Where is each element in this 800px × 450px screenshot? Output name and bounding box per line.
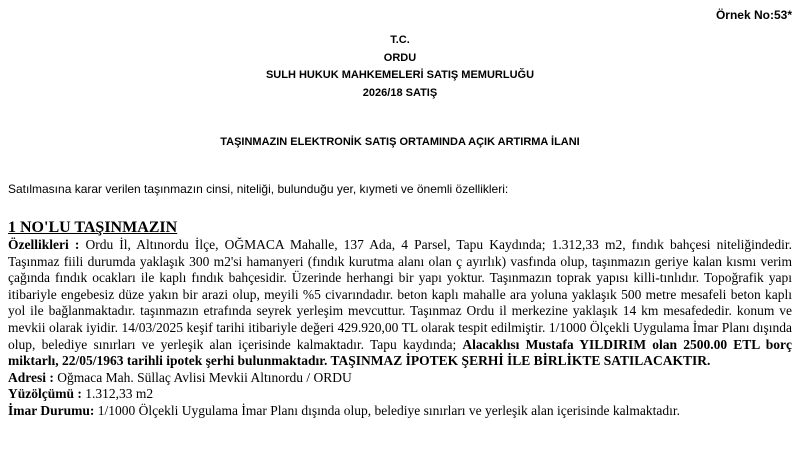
area-label: Yüzölçümü : [8,386,82,402]
features-text: Ordu İl, Altınordu İlçe, OĞMACA Mahalle, 137 Ada, 4 Parsel, Tapu Kaydında; 1.312,33 m2, fındık bahçesi niteliğindedir. Taşınmaz fiili durumda yaklaşık 300 m2'si hamanyeri (fındık kurutma alanı olan ç ayırlık) vasfında olup, taşınmazın geriye kalan kısmı verim çağında fındık ocakları ile kaplı fındık bahçesidir. Üzerinde herhangi bir yapı yoktur. Taşınmazın toprak yapısı killi-tınlıdır. Topoğrafik yapı itibariyle engebesiz düze yakın bir arazi olup, meyili %5 civarındadır. beton kaplı mahalle ara yoluna yaklaşık 500 metre mesafeli beton kaplı yol ile bağlanmaktadır. taşınmazın etrafında seyrek yerleşim mevcuttur. Taşınmaz Ordu il merkezine yaklaşık 14 km mesafededir. konum ve mevkii olarak iyidir. 14/03/2025 keşif tarihi itibariyle değeri 429.920,00 TL olarak tespit edilmiştir. 1/1000 Ölçekli Uygulama İmar Planı dışında olup, belediye sınırları ve yerleşik alan içerisinde kalmaktadır. Tapu kaydında; [8,237,792,352]
document-header [0,32,800,102]
header-country: T.C. [390,34,410,46]
features-label: Özellikleri : [8,237,80,252]
property-heading: 1 NO'LU TAŞINMAZIN [8,219,178,236]
address-label: Adresi : [8,369,54,385]
zoning-value: 1/1000 Ölçekli Uygulama İmar Planı dışında olup, belediye sınırları ve yerleşik alan içerisinde kalmaktadır. [94,402,680,418]
property-section [8,218,792,420]
sample-number: Örnek No:53* [715,8,792,22]
property-area [8,386,792,403]
header-city: ORDU [383,51,417,64]
address-value: Oğmaca Mah. Süllaç Avlisi Mevkii Altınordu / ORDU [53,369,352,385]
zoning-label: İmar Durumu: [8,402,95,418]
header-office: SULH HUKUK MAHKEMELERİ SATIŞ MEMURLUĞU [265,69,535,81]
announcement-title: TAŞINMAZIN ELEKTRONİK SATIŞ ORTAMINDA AÇIK ARTIRMA İLANI [220,136,580,148]
property-zoning [8,403,792,420]
features-mortgage-note: Alacaklısı Mustafa YILDIRIM olan 2500.00 ETL borç miktarlı, 22/05/1963 tarihli ipotek şerhi bulunmaktadır. TAŞINMAZ İPOTEK ŞERHİ İLE BİRLİKTE SATILACAKTIR. [8,336,792,369]
header-file-number: 2026/18 SATIŞ [362,86,438,99]
property-address [8,370,792,387]
property-features [8,237,792,370]
area-value: 1.312,33 m2 [81,386,154,402]
intro-text: Satılmasına karar verilen taşınmazın cinsi, niteliği, bulunduğu yer, kıymeti ve önemli özellikleri: [8,182,509,196]
